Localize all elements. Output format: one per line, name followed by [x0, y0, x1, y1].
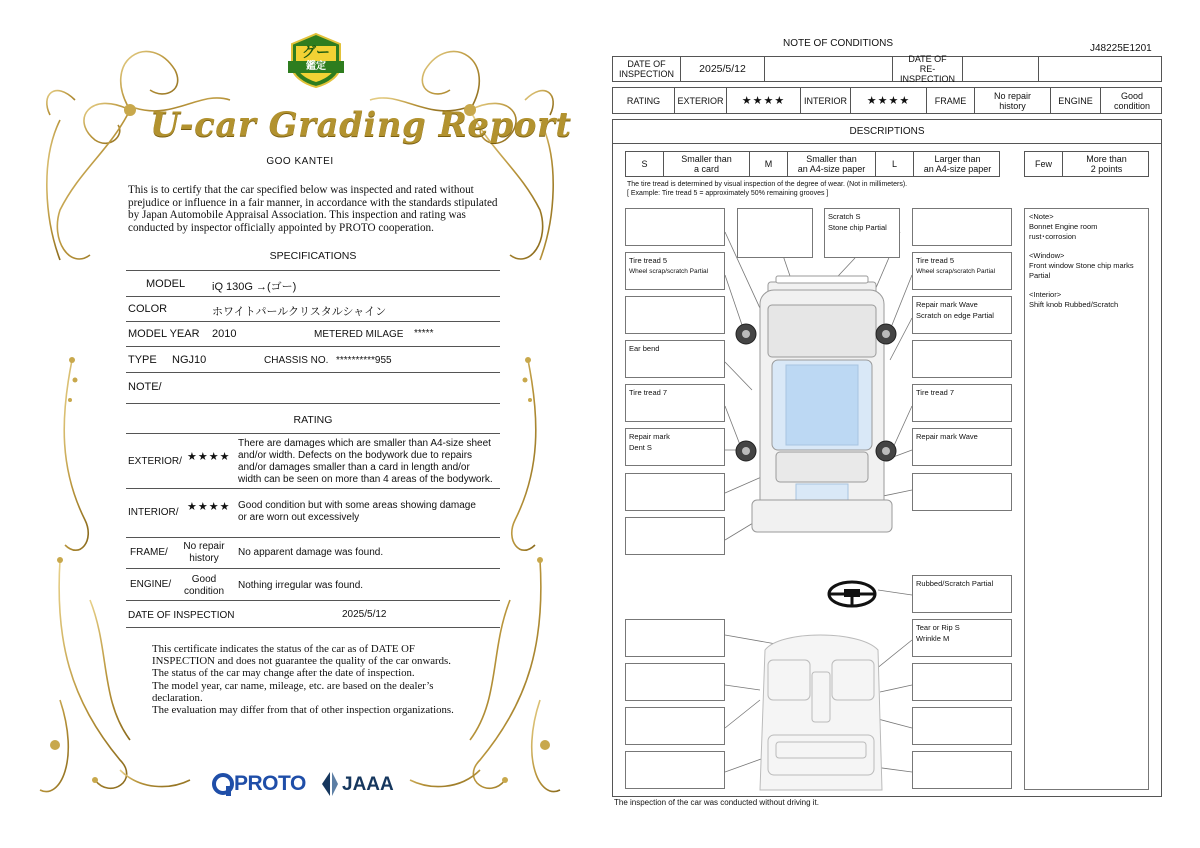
damage-box-empty	[625, 208, 725, 246]
label-line: INSPECTION	[618, 69, 674, 79]
proto-logo-text: PROTO	[234, 772, 306, 795]
footer-line: declaration.	[152, 691, 203, 704]
frame-value-line: history	[189, 553, 219, 564]
exterior-description	[238, 438, 493, 486]
damage-box-empty	[912, 663, 1012, 701]
model-year-value: 2010	[212, 328, 237, 340]
exterior-stars: ★★★★	[727, 88, 801, 113]
frame-value	[176, 541, 232, 565]
damage-line: Tire tread 7	[916, 388, 955, 397]
interior-desc-line: Good condition but with some areas showing damage	[238, 500, 476, 511]
divider	[126, 296, 500, 297]
proto-logo	[212, 770, 312, 798]
exterior-desc-line: and/or width. Defects on the bodywork due to repairs	[238, 450, 473, 461]
frame-label: FRAME/	[130, 547, 168, 558]
report-subtitle: GOO KANTEI	[266, 156, 334, 167]
interior-description	[238, 500, 476, 524]
exterior-label: EXTERIOR	[675, 88, 727, 113]
model-value: iQ 130G →(ゴー)	[212, 281, 297, 293]
damage-line: Ear bend	[629, 344, 660, 353]
damage-box-left-tire-front	[625, 252, 725, 290]
report-title: U-car Grading Report	[150, 105, 572, 145]
model-year-label: MODEL YEAR	[128, 328, 200, 340]
divider	[126, 372, 500, 373]
desc-line: Larger than	[934, 154, 981, 164]
goo-kantei-badge-icon	[288, 32, 344, 88]
badge-line2: 鑑定	[288, 61, 344, 73]
jaaa-logo-icon	[318, 770, 340, 798]
chassis-value: **********955	[336, 355, 392, 366]
exterior-stars: ★★★★	[187, 451, 231, 463]
note-of-conditions	[600, 0, 1200, 848]
damage-line: Scratch S	[828, 212, 861, 221]
steering-wheel-icon	[829, 582, 875, 606]
damage-line: Dent S	[629, 443, 652, 452]
frame-value-line: No repair	[183, 541, 225, 552]
divider	[126, 537, 500, 538]
type-value: NGJ10	[172, 354, 207, 366]
exterior-desc-line: width can be seen on more than 4 areas of the bodywork.	[238, 474, 493, 485]
note-line: Bonnet Engine room	[1029, 222, 1098, 231]
desc-line: a card	[693, 164, 719, 174]
frame-label: FRAME	[927, 88, 975, 113]
damage-box-steering	[912, 575, 1012, 613]
damage-box-empty	[912, 751, 1012, 789]
damage-box-empty	[912, 208, 1012, 246]
damage-box-empty	[625, 296, 725, 334]
damage-box-empty	[737, 208, 813, 258]
interior-stars: ★★★★	[851, 88, 927, 113]
damage-line: Scratch on edge Partial	[916, 311, 994, 320]
color-value: ホワイトパールクリスタルシャイン	[212, 306, 387, 318]
mileage-value: *****	[414, 328, 434, 339]
damage-box-empty	[625, 707, 725, 745]
damage-line: Wheel scrap/scratch Partial	[629, 268, 709, 275]
damage-box-empty	[912, 473, 1012, 511]
damage-box-left-repair	[625, 428, 725, 466]
exterior-desc-line: and/or damages smaller than a card in length and/or	[238, 462, 470, 473]
value-line: history	[999, 100, 1026, 111]
engine-label: ENGINE/	[130, 579, 172, 590]
damage-box-right-tire-rear	[912, 384, 1012, 422]
footer-line: INSPECTION and does not guarantee the quality of the car onwards.	[152, 655, 451, 668]
interior-desc-line: or are worn out excessively	[238, 512, 360, 523]
engine-value-line: Good	[191, 574, 217, 585]
badge-line1: グー	[302, 44, 330, 60]
divider	[126, 321, 500, 322]
certification-intro	[128, 184, 498, 235]
damage-line: Tire tread 7	[629, 388, 668, 397]
damage-box-top-center	[824, 208, 900, 258]
engine-value-line: condition	[183, 586, 225, 597]
proto-logo-icon	[212, 772, 234, 796]
chassis-label: CHASSIS NO.	[264, 355, 329, 366]
rating-heading: RATING	[293, 414, 333, 426]
damage-line: Tire tread 5	[629, 256, 668, 265]
footer-line: The status of the car may change after the date of inspection.	[152, 667, 415, 680]
damage-box-empty	[625, 517, 725, 555]
inspection-footer: The inspection of the car was conducted without driving it.	[614, 798, 819, 807]
value-line: condition	[1113, 100, 1151, 111]
divider	[126, 627, 500, 628]
desc-line: Smaller than	[806, 154, 857, 164]
damage-line: Repair mark Wave	[916, 300, 978, 309]
intro-line: by Japan Automobile Appraisal Association. This inspection and rating was	[128, 209, 466, 222]
conditions-title: NOTE OF CONDITIONS	[783, 38, 893, 49]
value-line: Good	[1120, 90, 1144, 101]
window-line: Partial	[1029, 271, 1051, 280]
damage-line: Tear or Rip S	[916, 623, 960, 632]
damage-box-left-tire-rear	[625, 384, 725, 422]
damage-line: Repair mark	[629, 432, 670, 441]
intro-line: conducted by inspector officially appointed by PROTO cooperation.	[128, 222, 434, 235]
damage-box-seat	[912, 619, 1012, 657]
value-line: No repair	[993, 90, 1031, 101]
damage-line: Tire tread 5	[916, 256, 955, 265]
damage-line: Wrinkle M	[916, 634, 950, 643]
damage-box-empty	[912, 707, 1012, 745]
footer-line: This certificate indicates the status of the car as of DATE OF	[152, 643, 415, 655]
interior-line: Shift knob Rubbed/Scratch	[1029, 300, 1119, 309]
date-of-inspection-label: DATE OF INSPECTION	[128, 610, 235, 621]
damage-box-right-repair-wave2	[912, 428, 1012, 466]
note-line: rust･corrosion	[1029, 232, 1077, 241]
document-id: J48225E1201	[1090, 43, 1152, 54]
damage-line: Wheel scrap/scratch Partial	[916, 268, 996, 275]
legend-few: Few	[1025, 152, 1063, 176]
footer-line: The evaluation may differ from that of other inspection organizations.	[152, 704, 454, 717]
interior-label: INTERIOR/	[128, 507, 179, 518]
note-label: NOTE/	[128, 381, 162, 393]
window-heading: <Window>	[1029, 251, 1065, 260]
legend-m: M	[750, 152, 788, 176]
damage-box-empty	[625, 473, 725, 511]
tread-note-line: [ Example: Tire tread 5 = approximately 50% remaining grooves ]	[627, 190, 829, 197]
window-line: Front window Stone chip marks	[1029, 261, 1134, 270]
specifications-heading: SPECIFICATIONS	[269, 250, 357, 262]
jaaa-logo	[318, 770, 398, 798]
desc-line: 2 points	[1090, 164, 1123, 174]
model-label: MODEL	[146, 278, 186, 290]
divider	[126, 488, 500, 489]
damage-line: Rubbed/Scratch Partial	[916, 579, 994, 588]
engine-value	[176, 574, 232, 598]
date-of-inspection-value: 2025/5/12	[342, 609, 387, 620]
damage-line: Repair mark Wave	[916, 432, 978, 441]
desc-line: Smaller than	[681, 154, 732, 164]
label-line: DATE OF	[627, 59, 666, 69]
engine-description: Nothing irregular was found.	[238, 580, 364, 591]
label-line: DATE OF	[908, 54, 947, 64]
rating-label: RATING	[613, 88, 675, 113]
damage-box-empty	[625, 619, 725, 657]
intro-line: This is to certify that the car specified below was inspected and rated without	[128, 184, 474, 196]
interior-label: INTERIOR	[801, 88, 851, 113]
desc-line: an A4-size paper	[797, 164, 866, 174]
interior-stars: ★★★★	[187, 501, 231, 513]
descriptions-heading: DESCRIPTIONS	[612, 119, 1162, 144]
exterior-label: EXTERIOR/	[128, 456, 182, 467]
damage-line: Stone chip Partial	[828, 223, 887, 232]
type-label: TYPE	[128, 354, 157, 366]
damage-box-right-repair-wave	[912, 296, 1012, 334]
color-label: COLOR	[128, 303, 168, 315]
mileage-label: METERED MILAGE	[314, 329, 404, 340]
engine-label: ENGINE	[1051, 88, 1101, 113]
damage-box-left-ear	[625, 340, 725, 378]
damage-box-right-tire-front	[912, 252, 1012, 290]
divider	[126, 433, 500, 434]
divider	[126, 600, 500, 601]
label-line: RE-INSPECTION	[899, 64, 955, 84]
divider	[126, 270, 500, 271]
certificate-footer	[152, 643, 454, 716]
frame-description: No apparent damage was found.	[238, 547, 384, 558]
divider	[126, 568, 500, 569]
legend-s: S	[626, 152, 664, 176]
divider	[126, 346, 500, 347]
note-heading: <Note>	[1029, 212, 1054, 221]
date-of-inspection-value: 2025/5/12	[681, 57, 765, 81]
damage-box-empty	[625, 751, 725, 789]
tread-note-line: The tire tread is determined by visual inspection of the degree of wear. (Not in millimeters).	[627, 181, 908, 188]
footer-line: The model year, car name, mileage, etc. are based on the dealer’s	[152, 679, 434, 692]
damage-box-empty	[625, 663, 725, 701]
desc-line: More than	[1086, 154, 1127, 164]
legend-l: L	[876, 152, 914, 176]
jaaa-logo-text: JAAA	[342, 774, 394, 795]
divider	[126, 403, 500, 404]
exterior-desc-line: There are damages which are smaller than A4-size sheet	[238, 438, 491, 449]
desc-line: an A4-size paper	[923, 164, 992, 174]
interior-heading: <Interior>	[1029, 290, 1062, 299]
intro-line: prejudice or influence in a fair manner, in accordance with the standards stipulated	[128, 196, 498, 209]
damage-box-empty	[912, 340, 1012, 378]
